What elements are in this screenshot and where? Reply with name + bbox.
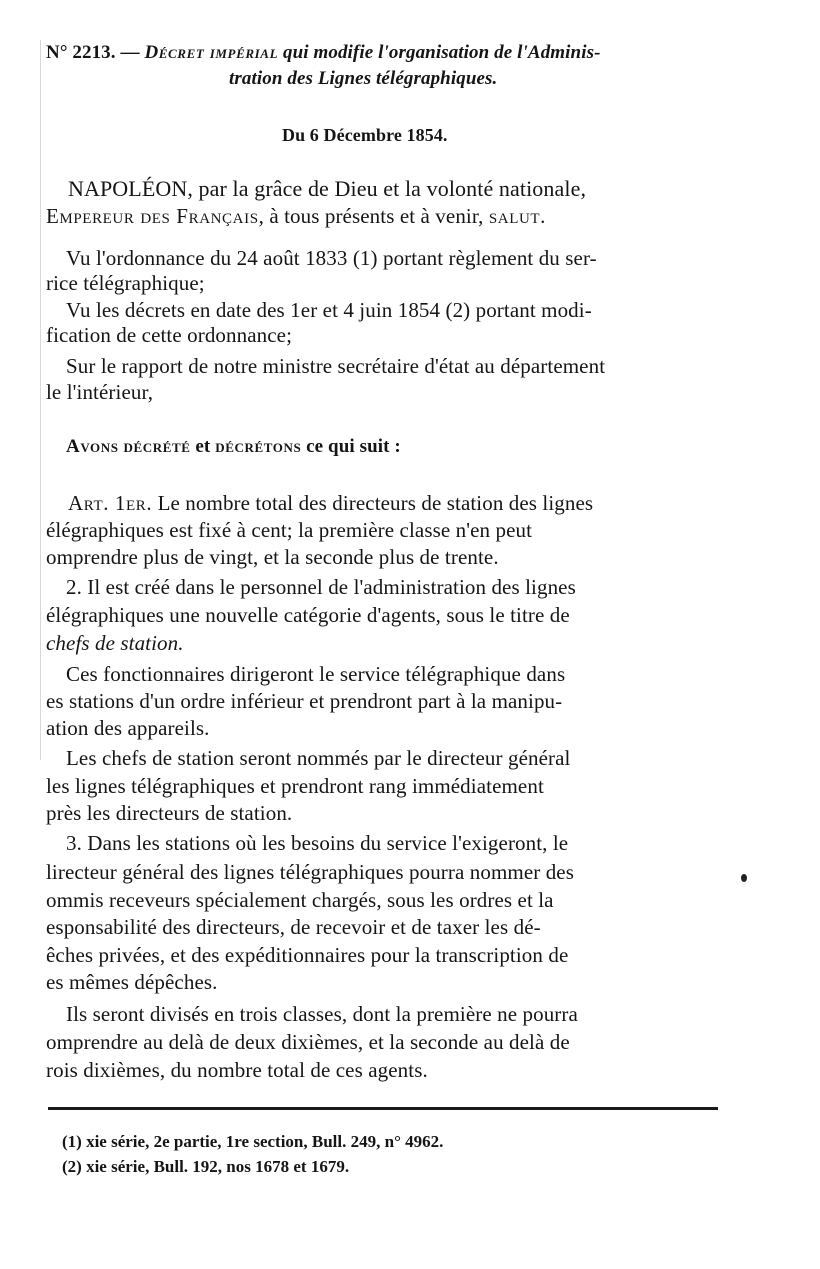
article-1-label: Art. 1er. xyxy=(68,491,153,515)
article-2-line: es stations d'un ordre inférieur et prendront part à la manipu- xyxy=(46,689,563,713)
preamble-line1: NAPOLÉON, par la grâce de Dieu et la volonté nationale, xyxy=(68,176,587,201)
article-1-line: omprendre plus de vingt, et la seconde plus de trente. xyxy=(46,545,499,569)
article-3-line: es mêmes dépêches. xyxy=(46,970,218,994)
footnote-1: (1) xie série, 2e partie, 1re section, Bull. 249, n° 4962. xyxy=(62,1132,444,1151)
article-3-line: lirecteur général des lignes télégraphiques pourra nommer des xyxy=(46,860,574,884)
consideration-line: le l'intérieur, xyxy=(46,380,154,404)
emperor-name: NAPOLÉON xyxy=(68,176,188,201)
article-3-line: omprendre au delà de deux dixièmes, et la seconde au delà de xyxy=(46,1030,570,1054)
decree-title-line2: tration des Lignes télégraphiques. xyxy=(229,68,498,89)
decree-title-line1: qui modifie l'organisation de l'Adminis- xyxy=(282,42,601,63)
article-2-line: élégraphiques une nouvelle catégorie d'agents, sous le titre de xyxy=(46,603,570,627)
consideration-line: Sur le rapport de notre ministre secrétaire d'état au département xyxy=(66,354,606,378)
consideration-line: rice télégraphique; xyxy=(46,271,205,295)
consideration-line: Vu les décrets en date des 1er et 4 juin 1854 (2) portant modi- xyxy=(66,298,592,322)
article-3-line: Ils seront divisés en trois classes, dont la première ne pourra xyxy=(66,1002,578,1026)
article-2-line: 2. Il est créé dans le personnel de l'administration des lignes xyxy=(66,575,576,599)
footnote-2: (2) xie série, Bull. 192, nos 1678 et 1679. xyxy=(62,1157,350,1176)
article-2-line: ation des appareils. xyxy=(46,716,210,740)
ink-speck xyxy=(741,874,747,882)
article-3-line: êches privées, et des expéditionnaires pour la transcription de xyxy=(46,943,569,967)
consideration-line: fication de cette ordonnance; xyxy=(46,323,293,347)
footnote-separator xyxy=(48,1107,718,1110)
article-2-line: près les directeurs de station. xyxy=(46,801,293,825)
decree-number: N° 2213. — xyxy=(46,42,140,63)
article-2-line: les lignes télégraphiques et prendront rang immédiatement xyxy=(46,774,544,798)
enacting-clause: Avons décrété et décrétons ce qui suit : xyxy=(66,436,401,457)
emperor-title: Empereur des Français xyxy=(46,204,259,228)
article-3-line: 3. Dans les stations où les besoins du service l'exigeront, le xyxy=(66,831,569,855)
preamble-line2: Empereur des Français, à tous présents et à venir, salut. xyxy=(46,204,547,228)
article-1-line: Art. 1er. Le nombre total des directeurs de station des lignes xyxy=(68,491,594,515)
consideration-line: Vu l'ordonnance du 24 août 1833 (1) portant règlement du ser- xyxy=(66,246,597,270)
article-2-line: Les chefs de station seront nommés par le directeur général xyxy=(66,746,571,770)
page-gutter-line xyxy=(40,40,41,760)
article-2-line: Ces fonctionnaires dirigeront le service télégraphique dans xyxy=(66,662,566,686)
decree-label: Décret impérial xyxy=(144,42,279,63)
salut: salut. xyxy=(488,204,547,228)
decree-date: Du 6 Décembre 1854. xyxy=(282,125,448,145)
article-3-line: rois dixièmes, du nombre total de ces agents. xyxy=(46,1058,428,1082)
article-2-line: chefs de station. xyxy=(46,631,184,655)
article-3-line: ommis receveurs spécialement chargés, sous les ordres et la xyxy=(46,888,554,912)
article-3-line: esponsabilité des directeurs, de recevoir et de taxer les dé- xyxy=(46,915,541,939)
decree-header xyxy=(46,40,601,66)
article-1-line: élégraphiques est fixé à cent; la première classe n'en peut xyxy=(46,518,533,542)
